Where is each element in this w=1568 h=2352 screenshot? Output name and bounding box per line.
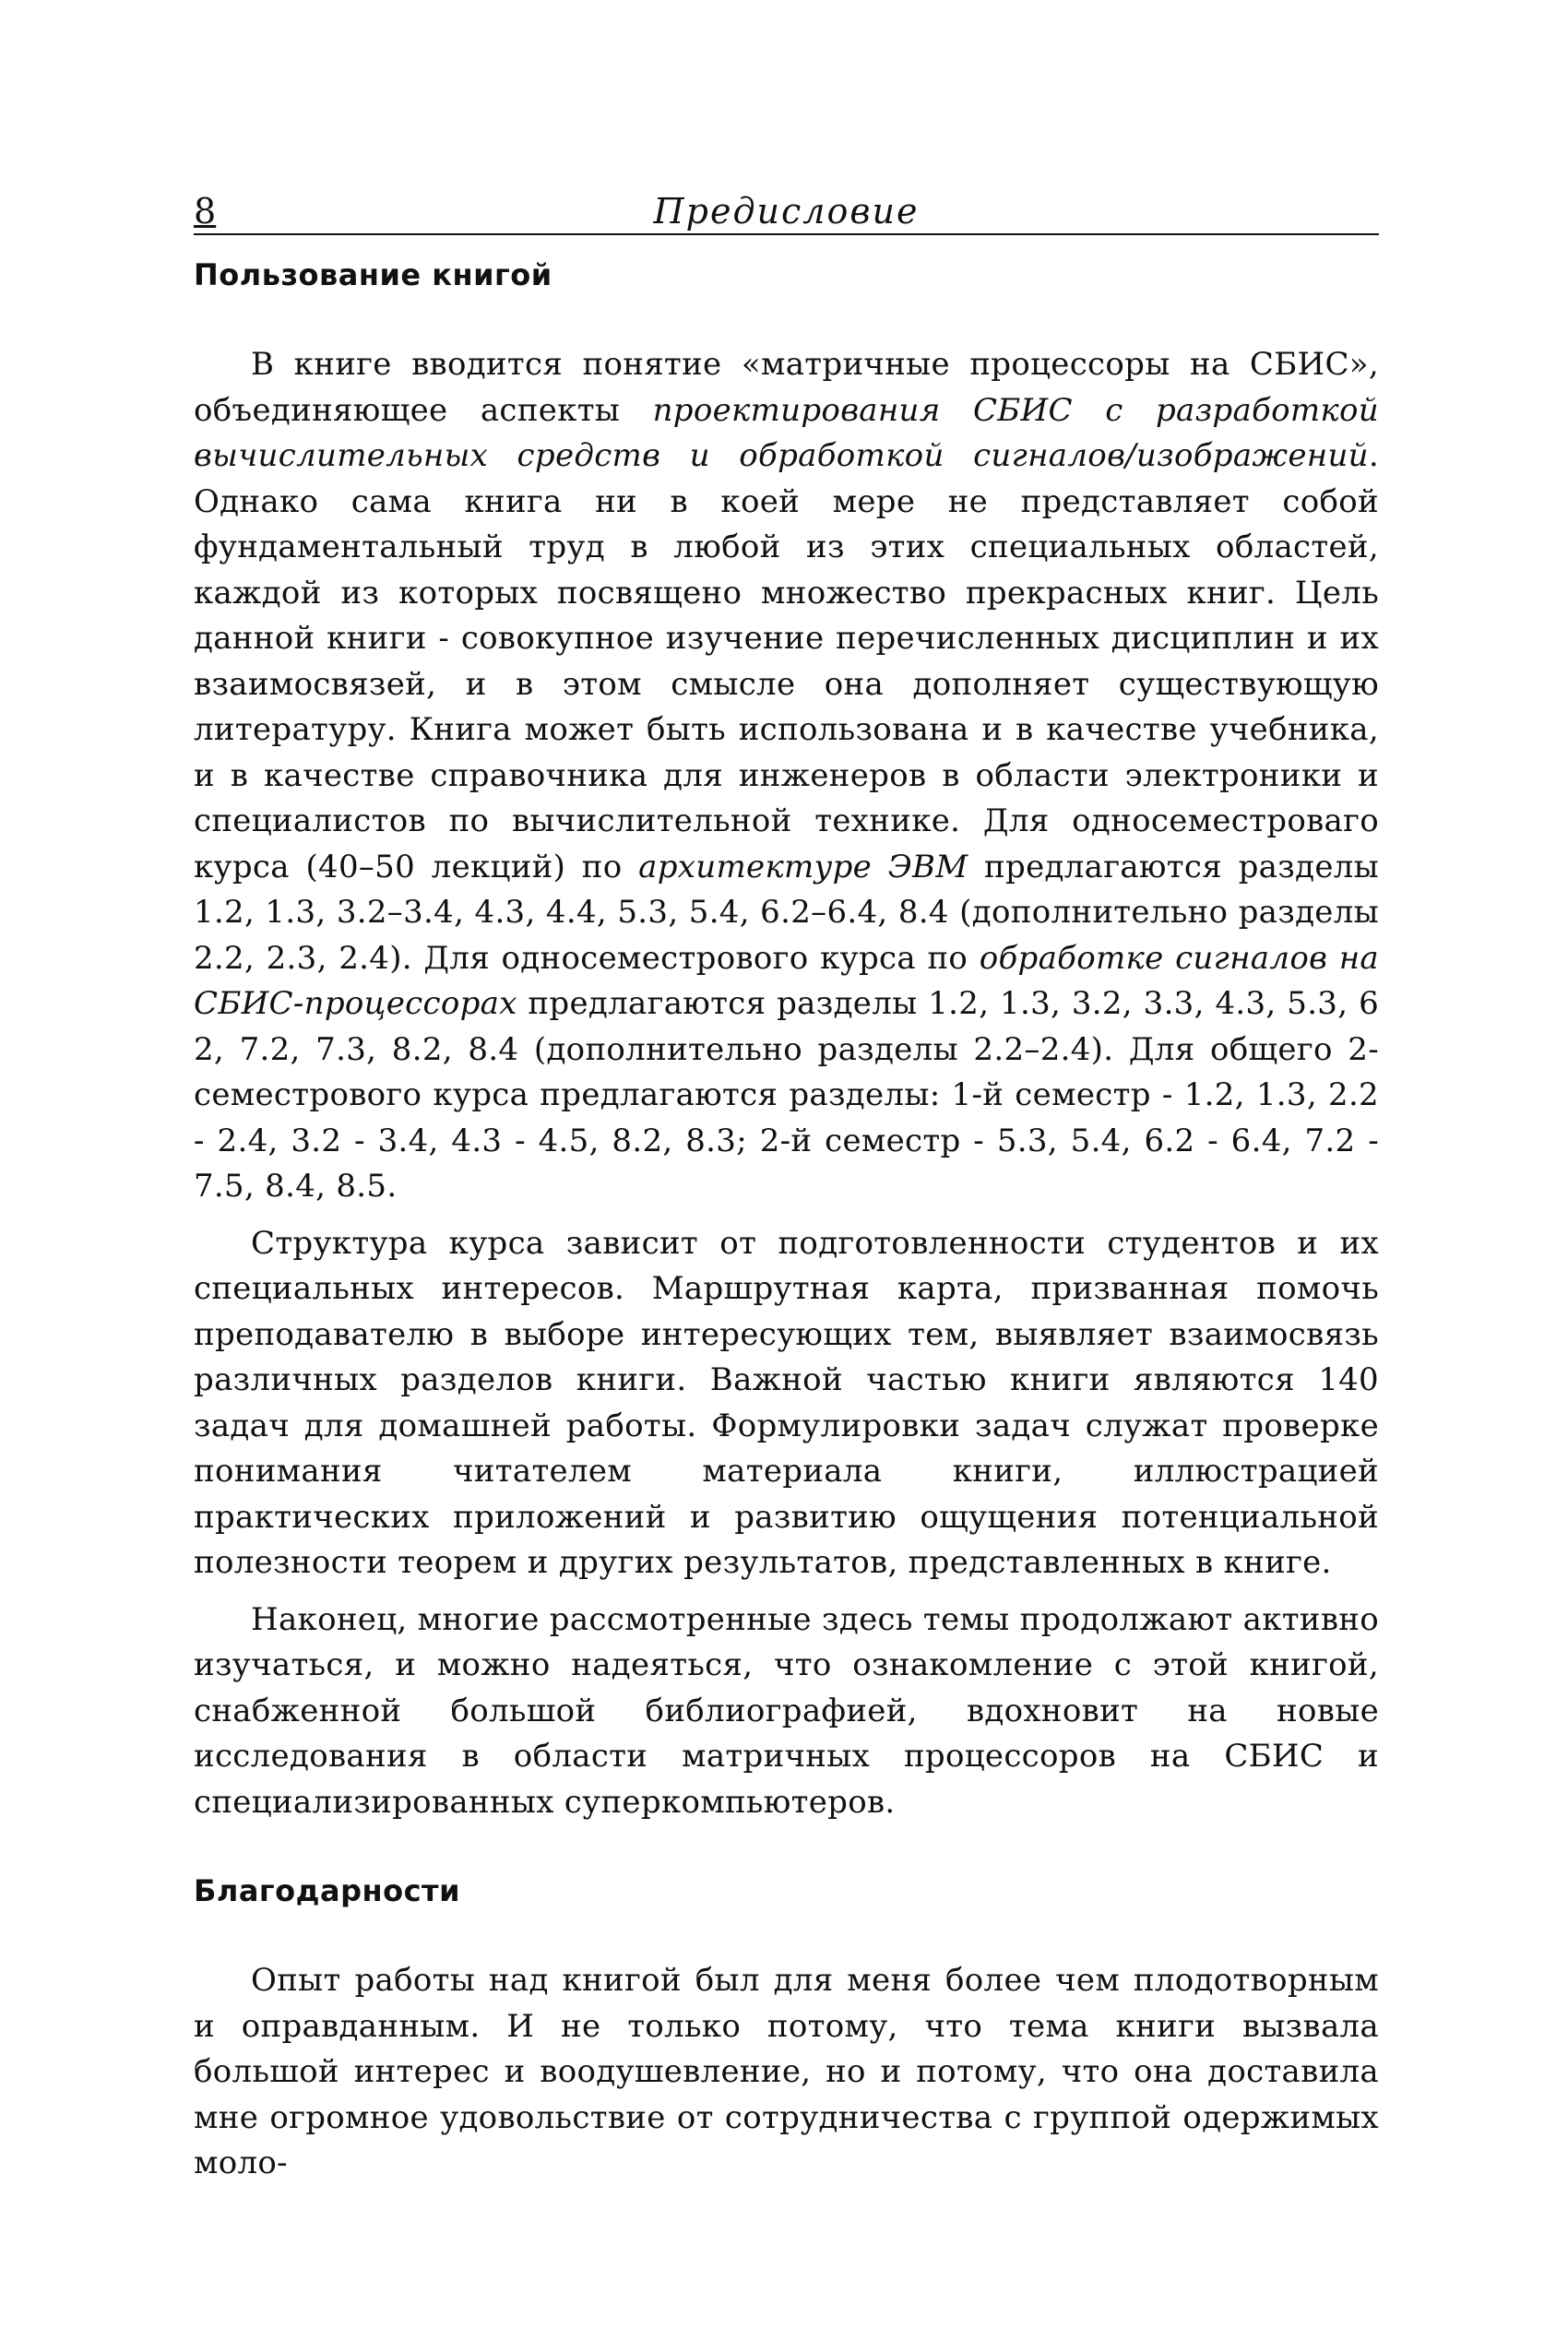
paragraph-acknowledgements: Опыт работы над книгой был для меня более чем плодотворным и оправданным. И не только потому, что тема книги вызвала большой интерес и воодушевление, но и потому, что она доставила мне огромное удовольствие от сотрудничества с группой одержимых моло- bbox=[194, 1962, 1379, 2181]
italic-run: архитектуре ЭВМ bbox=[638, 848, 968, 885]
text-run: В книге вводится понятие «матричные процессоры на СБИС», объединяющее аспекты bbox=[194, 346, 1379, 429]
text-run: . Однако сама книга ни в коей мере не представляет собой фундаментальный труд в любой из этих специальных областей, каждой из которых посвящено множество прекрасных книг. Цель данной книги - совокупное изучение перечисленных дисциплин и их взаимосвязей, и в этом смысле она дополняет существующую литературу. Книга может быть использована и в качестве учебника, и в качестве справочника для инженеров в области электроники и специалистов по вычислительной технике. Для односеместроваго курса (40–50 лекций) по bbox=[194, 437, 1379, 885]
running-header bbox=[194, 189, 1379, 235]
italic-run: проектирования СБИС с разработкой вычислительных средств и обработкой сигналов/изображений bbox=[194, 391, 1379, 474]
paragraph-usage-intro bbox=[194, 342, 1379, 1210]
paragraph-course-structure: Структура курса зависит от подготовленности студентов и их специальных интересов. Маршрутная карта, призванная помочь преподавателю в выборе интересующих тем, выявляет взаимосвязь различных разделов книги. Важной частью книги являются 140 задач для домашней работы. Формулировки задач служат проверке понимания читателем материала книги, иллюстрацией практических приложений и развитию ощущения потенциальной полезности теорем и других результатов, представленных в книге. bbox=[194, 1224, 1379, 1581]
text-run: предлагаются разделы 1.2, 1.3, 3.2–3.4, 4.3, 4.4, 5.3, 5.4, 6.2–6.4, 8.4 (дополнительно разделы 2.2, 2.3, 2.4). Для односеместрового курса по bbox=[194, 848, 1380, 977]
paragraph-conclusion: Наконец, многие рассмотренные здесь темы продолжают активно изучаться, и можно надеяться, что ознакомление с этой книгой, снабженной большой библиографией, вдохновит на новые исследования в области матричных процессоров на СБИС и специализированных суперкомпьютеров. bbox=[194, 1600, 1379, 1821]
page-number: 8 bbox=[194, 191, 217, 232]
heading-acknowledgements: Благодарности bbox=[194, 1873, 460, 1908]
heading-book-usage: Пользование книгой bbox=[194, 257, 552, 292]
text-run: предлагаются разделы 1.2, 1.3, 3.2, 3.3, 4.3, 5.3, 6 2, 7.2, 7.3, 8.2, 8.4 (дополнительно разделы 2.2–2.4). Для общего 2-семестрового курса предлагаются разделы: 1-й семестр - 1.2, 1.3, 2.2 - 2.4, 3.2 - 3.4, 4.3 - 4.5, 8.2, 8.3; 2-й семестр - 5.3, 5.4, 6.2 - 6.4, 7.2 - 7.5, 8.4, 8.5. bbox=[194, 985, 1379, 1205]
italic-run: обработке сигналов на СБИС-процессорах bbox=[194, 939, 1379, 1022]
running-title: Предисловие bbox=[653, 191, 920, 232]
book-page bbox=[194, 189, 1379, 2187]
